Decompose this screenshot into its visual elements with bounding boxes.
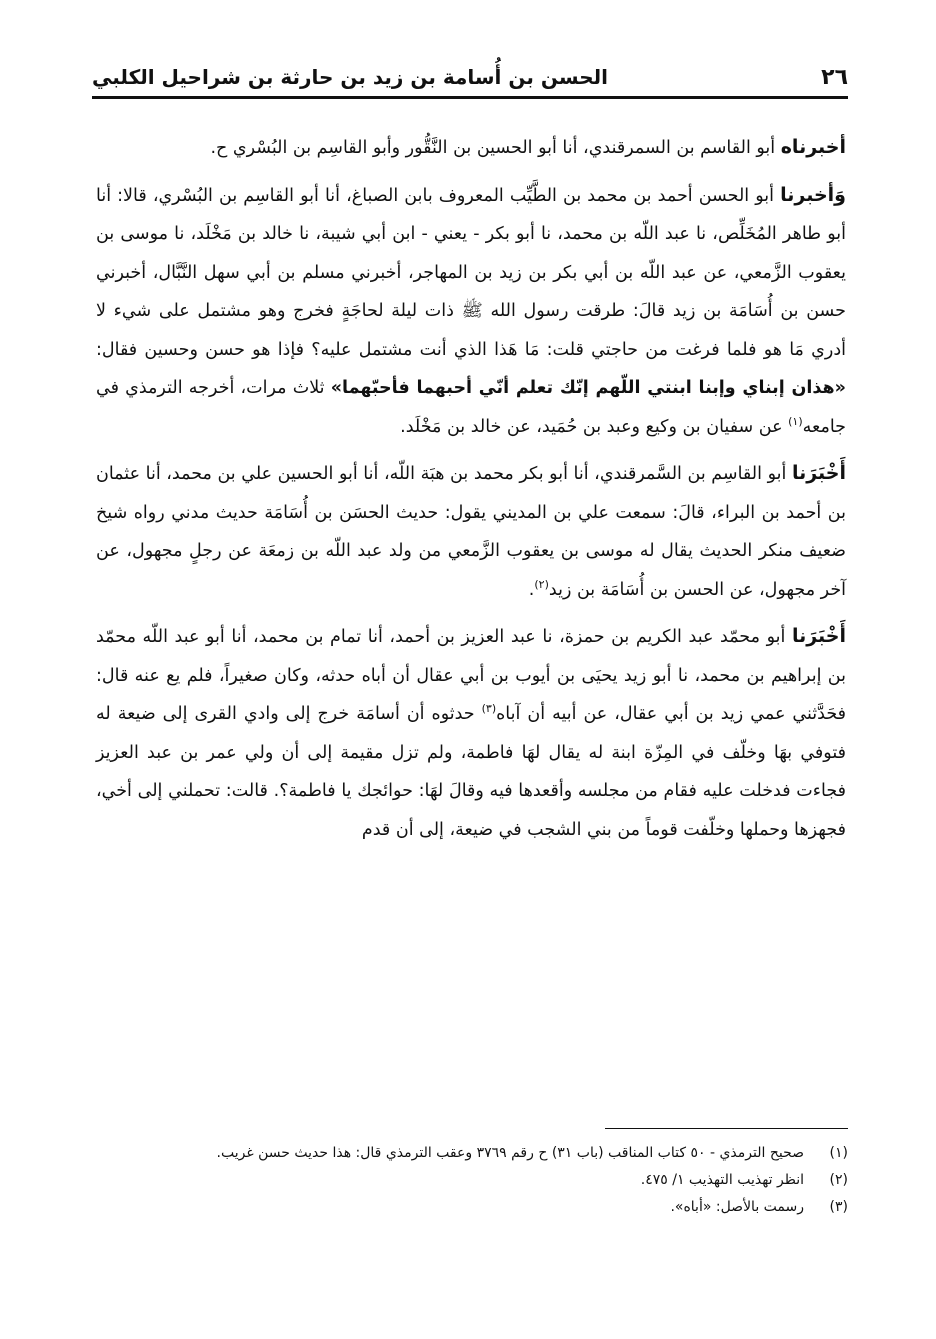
paragraph-text: أبو القاسِم بن السَّمرقندي، أنا أبو بكر محمد بن هبَة اللّه، أنا أبو الحسين علي بن محمد، أنا عثمان بن أحمد بن البراء، قالَ: سمعت علي بن المديني يقول: حديث الحسَن بن أُسَامَة حديث مدني رواه شيخ ضعيف منكر الحديث يقال له موسى بن يعقوب الزَّمعي من ولد عبد اللّه بن زمعَة عن رجلٍ مجهول، عن آخر مجهول، عن الحسن بن أُسَامَة بن زيد: [96, 464, 846, 600]
footnote-number: (٣): [829, 1199, 848, 1215]
footnote-number: (١): [829, 1145, 848, 1161]
paragraph-text: .: [528, 579, 535, 600]
footnotes: [96, 1140, 848, 1221]
main-text: [96, 128, 846, 857]
footnote-text: انظر تهذيب التهذيب ١/ ٤٧٥.: [640, 1172, 804, 1188]
paragraph-1: [96, 128, 846, 168]
paragraph-lead: وَأخبرنا: [780, 183, 846, 206]
paragraph-lead: أخبرناه: [780, 136, 846, 158]
paragraph-3: [96, 454, 846, 609]
running-title: الحسن بن أُسامة بن زيد بن حارثة بن شراحيل الكلبي: [92, 65, 608, 89]
footnote-2: [96, 1167, 848, 1194]
paragraph-text: حدثوه أن أسامَة خرج إلى وادي القرى إلى ضيعة له فتوفي بهَا وخلّف في المِزّة ابنة له يقال لهَا فاطمة، ولم تزل مقيمة إلى أن ولي عمر بن عبد العزيز فجاءت فدخلت عليه فقام من مجلسه وأقعدها فيه وقالَ لهَا: حوائجك يا فاطمة؟. قالت: تحملني إلى أخي، فجهزها وحملها وخلّفت قوماً من بني الشجب في ضيعة، إلى أن قدم: [96, 704, 846, 840]
paragraph-text: أبو الحسن أحمد بن محمد بن الطَّيِّب المعروف بابن الصباغ، أنا أبو القاسِم بن البُسْري، قالا: أنا أبو طاهر المُخَلِّص، نا عبد اللّه بن محمد، نا أبو بكر - يعني - ابن أبي شيبة، نا خالد بن مَخْلَد، نا موسى بن يعقوب الزَّمعي، عن عبد اللّه بن أبي بكر بن زيد بن المهاجر، أخبرني مسلم بن أبي سهل النَّبَّال، أخبرني حسن بن أُسَامَة بن زيد قالَ: طرقت رسول الله ﷺ ذات ليلة لحاجَةٍ فخرج وهو مشتمل على شيء لا أدري مَا هو فلما فرغت من حاجتي قلت: مَا هَذا الذي أنت مشتمل عليه؟ فإذا هو حسن وحسين فقال:: [96, 185, 846, 360]
page-header: [92, 58, 848, 96]
footnote-number: (٢): [829, 1172, 848, 1188]
paragraph-text: عن سفيان بن وكيع وعبد بن حُمَيد، عن خالد بن مَخْلَد.: [400, 416, 789, 437]
paragraph-text: ثلاث مرات، أخرجه الترمذي في جامعه: [96, 378, 846, 437]
paragraph-4: [96, 617, 846, 849]
page-number: ٢٦: [821, 64, 848, 90]
footnote-text: رسمت بالأصل: «أباه».: [670, 1199, 804, 1215]
footnote-ref: (٣): [481, 702, 497, 716]
footnote-1: [96, 1140, 848, 1167]
footnote-text: صحيح الترمذي - ٥٠ كتاب المناقب (باب ٣١) ح رقم ٣٧٦٩ وعقب الترمذي قال: هذا حديث حسن غريب.: [216, 1145, 804, 1161]
paragraph-text: أبو محمّد عبد الكريم بن حمزة، نا عبد العزيز بن أحمد، أنا تمام بن محمد، أنا أبو عبد اللّه محمّد بن إبراهيم بن محمد، نا أبو زيد يحيَى بن أيوب بن أبي عقال أن أباه حدثه، وكان صغيراً، فلم يع عنه قال: فحَدَّثني عمي زيد بن أبي عقال، عن أبيه أن آباه: [96, 627, 846, 724]
footnote-separator: [605, 1128, 848, 1129]
paragraph-lead: أَخْبَرَنا: [791, 462, 846, 484]
paragraph-text: أبو القاسم بن السمرقندي، أنا أبو الحسين بن النَّقُّور وأبو القاسِم بن البُسْري ح.: [210, 138, 781, 158]
footnote-3: [96, 1194, 848, 1221]
hadith-quote: «هذان إبناي وإبنا ابنتي اللّهم إنّك تعلم أنّي أحبهما فأحبّهما»: [330, 378, 846, 398]
header-rule: [92, 96, 848, 99]
footnote-ref: (٢): [534, 577, 549, 591]
footnote-ref: (١): [788, 414, 803, 428]
paragraph-lead: أَخْبَرَنا: [791, 625, 846, 647]
paragraph-2: [96, 176, 846, 447]
